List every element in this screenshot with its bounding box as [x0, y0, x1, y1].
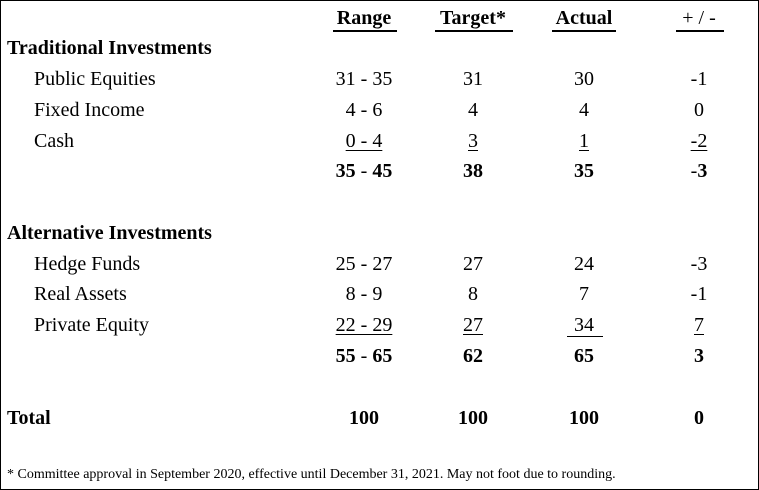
cell-range: 25 - 27 — [335, 253, 393, 275]
cell-range: 31 - 35 — [335, 68, 393, 90]
subtotal-diff: 3 — [694, 345, 704, 367]
cell-actual: 30 — [574, 68, 594, 90]
cell-target: 31 — [463, 68, 483, 90]
header-diff-rule — [676, 30, 724, 32]
section-title-traditional: Traditional Investments — [7, 37, 212, 59]
header-actual: Actual — [555, 7, 613, 29]
subtotal-diff: -3 — [690, 160, 708, 182]
row-label: Public Equities — [34, 68, 156, 90]
row-label: Cash — [34, 130, 74, 152]
subtotal-range: 35 - 45 — [335, 160, 393, 182]
footnote: * Committee approval in September 2020, effective until December 31, 2021. May not foot due to rounding. — [7, 467, 616, 482]
cell-range: 0 - 4 — [345, 130, 383, 152]
cell-target: 4 — [468, 99, 478, 121]
header-range-rule — [333, 30, 397, 32]
subtotal-target: 62 — [463, 345, 483, 367]
actual-underline — [567, 336, 603, 337]
cell-range: 22 - 29 — [335, 314, 393, 336]
header-diff: + / - — [682, 7, 716, 29]
cell-actual: 1 — [579, 130, 589, 152]
total-range: 100 — [349, 407, 379, 429]
cell-diff: -2 — [690, 130, 708, 152]
cell-target: 27 — [463, 253, 483, 275]
cell-actual: 24 — [574, 253, 594, 275]
cell-diff: 0 — [694, 99, 704, 121]
header-range: Range — [336, 7, 392, 29]
header-actual-rule — [552, 30, 616, 32]
cell-target: 3 — [468, 130, 478, 152]
cell-range: 8 - 9 — [345, 283, 383, 305]
row-label: Real Assets — [34, 283, 127, 305]
cell-actual: 7 — [579, 283, 589, 305]
row-label: Fixed Income — [34, 99, 145, 121]
subtotal-actual: 65 — [574, 345, 594, 367]
row-label: Private Equity — [34, 314, 149, 336]
header-target-rule — [435, 30, 513, 32]
cell-target: 8 — [468, 283, 478, 305]
section-title-alternative: Alternative Investments — [7, 222, 212, 244]
cell-range: 4 - 6 — [345, 99, 383, 121]
cell-target: 27 — [463, 314, 483, 336]
cell-actual: 4 — [579, 99, 589, 121]
total-label: Total — [7, 407, 51, 429]
cell-diff: -1 — [690, 283, 708, 305]
total-actual: 100 — [569, 407, 599, 429]
subtotal-range: 55 - 65 — [335, 345, 393, 367]
cell-diff: 7 — [694, 314, 704, 336]
cell-diff: -1 — [690, 68, 708, 90]
cell-diff: -3 — [690, 253, 708, 275]
row-label: Hedge Funds — [34, 253, 141, 275]
total-target: 100 — [458, 407, 488, 429]
header-target: Target* — [440, 7, 506, 29]
total-diff: 0 — [694, 407, 704, 429]
cell-actual: 34 — [574, 314, 594, 336]
subtotal-actual: 35 — [574, 160, 594, 182]
subtotal-target: 38 — [463, 160, 483, 182]
